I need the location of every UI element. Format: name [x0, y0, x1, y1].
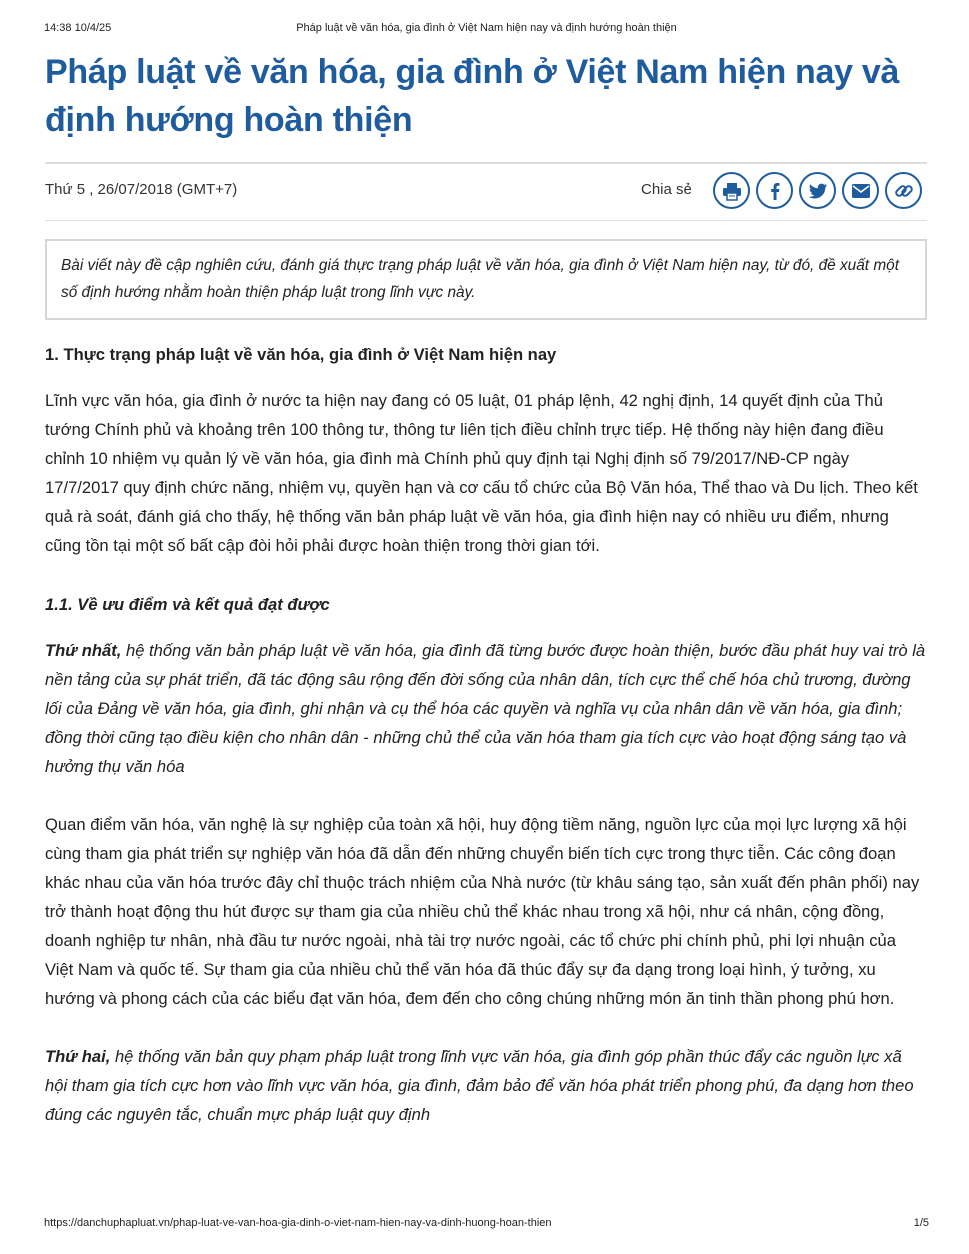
article-meta: [45, 164, 927, 220]
paragraph: Lĩnh vực văn hóa, gia đình ở nước ta hiện nay đang có 05 luật, 01 pháp lệnh, 42 nghị định, 14 quyết định của Thủ tướng Chính phủ và khoảng trên 100 thông tư, thông tư liên tịch điều chỉnh trực tiếp. Hệ thống này hiện đang điều chỉnh 10 nhiệm vụ quản lý về văn hóa, gia đình mà Chính phủ quy định tại Nghị định số 79/2017/NĐ-CP ngày 17/7/2017 quy định chức năng, nhiệm vụ, quyền hạn và cơ cấu tổ chức của Bộ Văn hóa, Thể thao và Du lịch. Theo kết quả rà soát, đánh giá cho thấy, hệ thống văn bản pháp luật về văn hóa, gia đình hiện nay có nhiều ưu điểm, nhưng cũng tồn tại một số bất cập đòi hỏi phải được hoàn thiện trong thời gian tới.: [45, 391, 918, 555]
paragraph-text: hệ thống văn bản pháp luật về văn hóa, gia đình đã từng bước được hoàn thiện, bước đầu phát huy vai trò là nền tảng của sự phát triển, đã tác động sâu rộng đến đời sống của nhân dân, tích cực thể chế hóa chủ trương, đường lối của Đảng về văn hóa, gia đình, ghi nhận và cụ thể hóa các quyền và nghĩa vụ của nhân dân về văn hóa, gia đình; đồng thời cũng tạo điều kiện cho nhân dân - những chủ thể của văn hóa tham gia tích cực vào hoạt động sáng tạo và hưởng thụ văn hóa: [45, 641, 926, 776]
section-heading: 1. Thực trạng pháp luật về văn hóa, gia đình ở Việt Nam hiện nay: [45, 345, 557, 364]
paragraph-lead: Thứ nhất,: [45, 641, 122, 660]
share-icons: [713, 172, 922, 209]
subsection-heading: 1.1. Về ưu điểm và kết quả đạt được: [45, 595, 330, 614]
paragraph-lead: Thứ hai,: [45, 1047, 111, 1066]
page-number: 1/5: [913, 1217, 929, 1229]
print-page-title: Pháp luật về văn hóa, gia đình ở Việt Nam hiện nay và định hướng hoàn thiện: [296, 22, 677, 34]
article-summary: Bài viết này đề cập nghiên cứu, đánh giá thực trạng pháp luật về văn hóa, gia đình ở Việt Nam hiện nay, từ đó, đề xuất một số định hướng nhằm hoàn thiện pháp luật trong lĩnh vực này.: [45, 239, 927, 320]
article-date: Thứ 5 , 26/07/2018 (GMT+7): [45, 181, 238, 198]
paragraph-text: hệ thống văn bản quy phạm pháp luật trong lĩnh vực văn hóa, gia đình góp phần thúc đẩy các nguồn lực xã hội tham gia tích cực hơn vào lĩnh vực văn hóa, gia đình, đảm bảo để văn hóa phát triển phong phú, đa dạng hơn theo đúng các nguyên tắc, chuẩn mực pháp luật quy định: [45, 1047, 914, 1124]
email-icon[interactable]: [842, 172, 879, 209]
paragraph: [45, 636, 927, 781]
paragraph: [45, 1042, 927, 1129]
print-datetime: 14:38 10/4/25: [44, 22, 112, 34]
paragraph: Quan điểm văn hóa, văn nghệ là sự nghiệp của toàn xã hội, huy động tiềm năng, nguồn lực của mọi lực lượng xã hội cùng tham gia phát triển sự nghiệp văn hóa đã dẫn đến những chuyển biến tích cực trong thực tiễn. Các công đoạn khác nhau của văn hóa trước đây chỉ thuộc trách nhiệm của Nhà nước (từ khâu sáng tạo, sản xuất đến phân phối) nay trở thành hoạt động thu hút được sự tham gia của nhiều chủ thể khác nhau trong xã hội, như cá nhân, cộng đồng, doanh nghiệp tư nhân, nhà đầu tư nước ngoài, nhà tài trợ nước ngoài, các tổ chức phi chính phủ, phi lợi nhuận của Việt Nam và quốc tế. Sự tham gia của nhiều chủ thể văn hóa đã thúc đẩy sự đa dạng trong loại hình, ý tưởng, xu hướng và phong cách của các biểu đạt văn hóa, đem đến cho công chúng những món ăn tinh thần phong phú hơn.: [45, 815, 920, 1008]
divider: [45, 220, 927, 221]
facebook-icon[interactable]: [756, 172, 793, 209]
twitter-icon[interactable]: [799, 172, 836, 209]
share-label: Chia sẻ: [641, 181, 692, 198]
print-header: [44, 22, 929, 36]
print-footer: [44, 1217, 929, 1231]
page-url: https://danchuphapluat.vn/phap-luat-ve-van-hoa-gia-dinh-o-viet-nam-hien-nay-va-dinh-huong-hoan-thien: [44, 1217, 552, 1229]
article: [45, 48, 927, 1129]
print-icon[interactable]: [713, 172, 750, 209]
link-icon[interactable]: [885, 172, 922, 209]
article-title: Pháp luật về văn hóa, gia đình ở Việt Nam hiện nay và định hướng hoàn thiện: [45, 53, 900, 139]
